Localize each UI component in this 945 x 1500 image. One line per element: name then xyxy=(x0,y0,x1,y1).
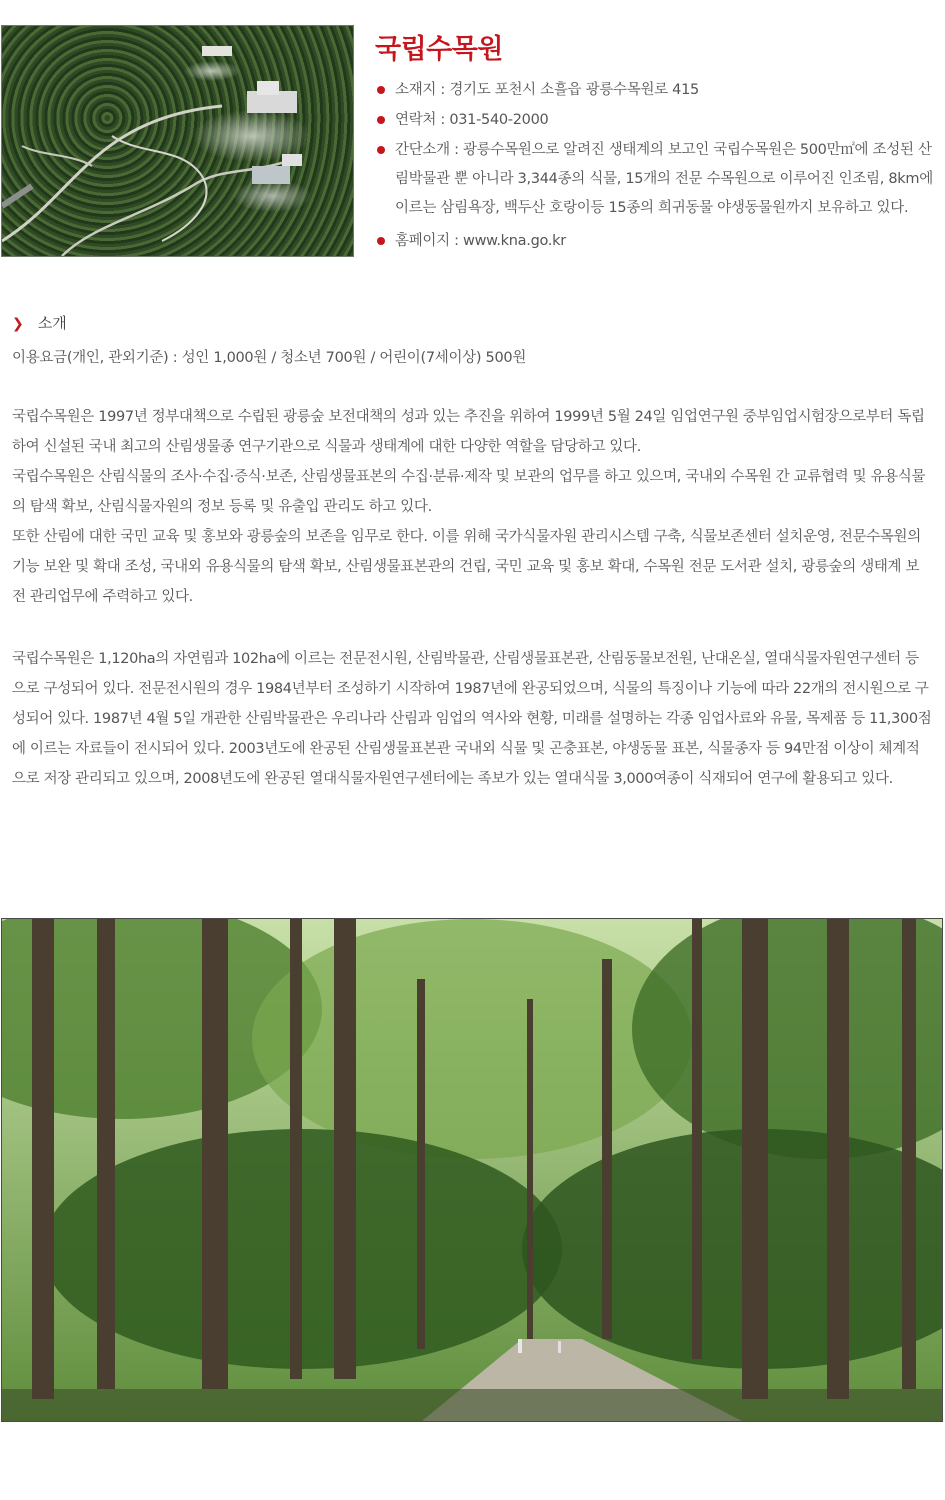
red-bullet-icon xyxy=(377,237,385,245)
intro-heading-text: 소개 xyxy=(37,314,67,332)
forest-photo-drawing xyxy=(2,919,942,1421)
address-text: 소재지 : 경기도 포천시 소흘읍 광릉수목원로 415 xyxy=(395,82,699,98)
page-title: 국립수목원 xyxy=(375,34,503,65)
homepage-item xyxy=(375,229,935,253)
aerial-photo-drawing xyxy=(2,26,353,256)
red-bullet-icon xyxy=(377,146,385,154)
contact-item xyxy=(375,108,935,132)
summary-item xyxy=(375,136,935,223)
homepage-text: 홈페이지 : www.kna.go.kr xyxy=(395,233,566,249)
intro-paragraph-1-line: 또한 산림에 대한 국민 교육 및 홍보와 광릉숲의 보존을 임무로 한다. 이를 위해 국가식물자원 관리시스템 구축, 식물보존센터 설치운영, 전문수목원의 기능 보완 및 확대 조성, 국내외 유용식물의 탐색 확보, 산림생물표본관의 건립, 국민 교육 및 홍보 확대, 수목원 전문 도서관 설치, 광릉숲의 생태계 보전 관리업무에 주력하고 있다. xyxy=(12,529,921,605)
info-list xyxy=(375,78,935,259)
intro-section-heading xyxy=(12,312,67,333)
red-bullet-icon xyxy=(377,86,385,94)
address-item xyxy=(375,78,935,102)
fee-info: 이용요금(개인, 관외기준) : 성인 1,000원 / 청소년 700원 / 어린이(7세이상) 500원 xyxy=(12,350,527,366)
chevron-right-icon: ❯ xyxy=(12,316,24,332)
arboretum-aerial-photo xyxy=(1,25,354,257)
contact-text: 연락처 : 031-540-2000 xyxy=(395,112,549,128)
forest-path-photo xyxy=(1,918,943,1422)
intro-paragraph-1-line: 국립수목원은 산림식물의 조사·수집·증식·보존, 산림생물표본의 수집·분류·제작 및 보관의 업무를 하고 있으며, 국내외 수목원 간 교류협력 및 유용식물의 탐색 확보, 산림식물자원의 정보 등록 및 유출입 관리도 하고 있다. xyxy=(12,469,926,515)
intro-paragraph-1-line: 국립수목원은 1997년 정부대책으로 수립된 광릉숲 보전대책의 성과 있는 추진을 위하여 1999년 5월 24일 임업연구원 중부임업시험장으로부터 독립하여 신설된 국내 최고의 산림생물종 연구기관으로 식물과 생태계에 대한 다양한 역할을 담당하고 있다. xyxy=(12,409,925,455)
intro-paragraph-2: 국립수목원은 1,120ha의 자연림과 102ha에 이르는 전문전시원, 산림박물관, 산림생물표본관, 산림동물보전원, 난대온실, 열대식물자원연구센터 등으로 구성되어 있다. 전문전시원의 경우 1984년부터 조성하기 시작하여 1987년에 완공되었으며, 식물의 특징이나 기능에 따라 22개의 전시원으로 구성되어 있다. 1987년 4월 5일 개관한 산림박물관은 우리나라 산림과 임업의 역사와 현황, 미래를 설명하는 각종 임업사료와 유물, 목제품 등 11,300점에 이르는 자료들이 전시되어 있다. 2003년도에 완공된 산림생물표본관 국내외 식물 및 곤충표본, 야생동물 표본, 식물종자 등 94만점 이상이 체계적으로 저장 관리되고 있으며, 2008년도에 완공된 열대식물자원연구센터에는 족보가 있는 열대식물 3,000여종이 식재되어 연구에 활용되고 있다. xyxy=(12,651,932,787)
red-bullet-icon xyxy=(377,116,385,124)
summary-text: 간단소개 : 광릉수목원으로 알려진 생태계의 보고인 국립수목원은 500만㎡에 조성된 산림박물관 뿐 아니라 3,344종의 식물, 15개의 전문 수목원으로 이루어진 인조림, 8km에 이르는 삼림욕장, 백두산 호랑이등 15종의 희귀동물 야생동물원까지 보유하고 있다. xyxy=(395,142,933,216)
intro-paragraph-1 xyxy=(12,402,932,612)
